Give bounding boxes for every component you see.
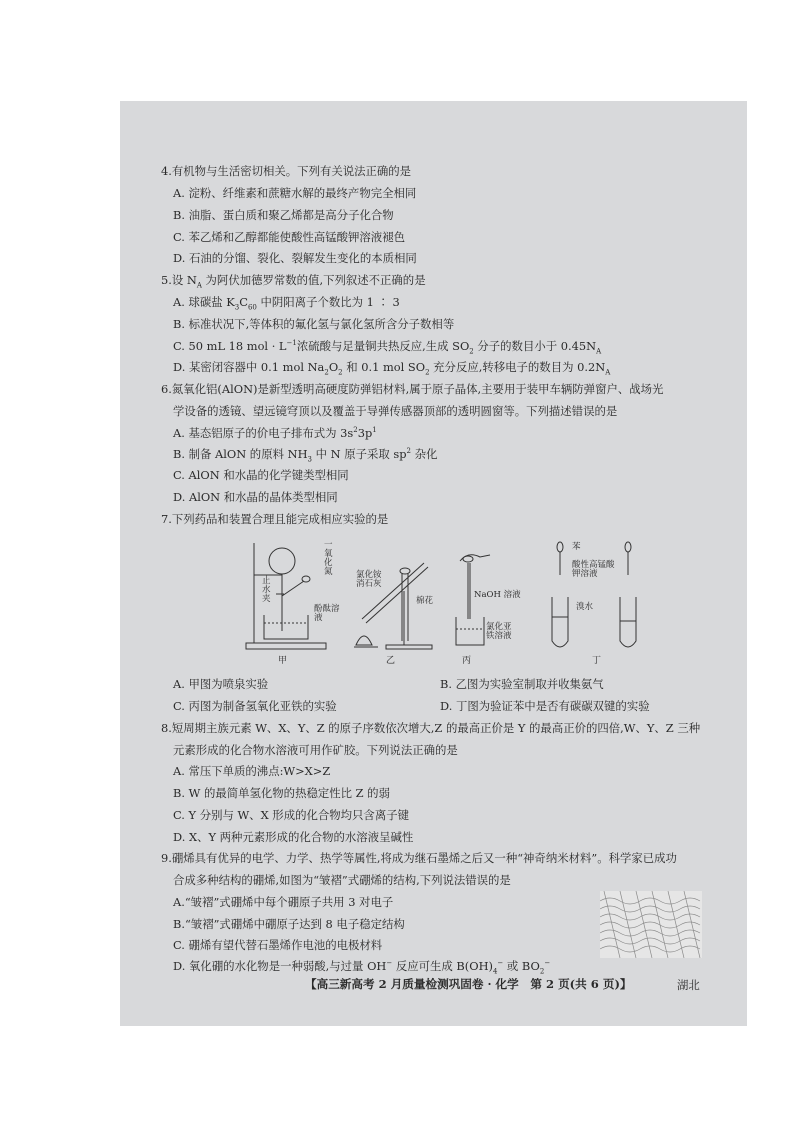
q6-stem-line2: 学设备的透镜、望远镜穹顶以及覆盖于导弹传感器顶部的透明圆窗等。下列描述错误的是 <box>173 404 618 418</box>
q6-option-a: A. 基态铝原子的价电子排布式为 $3s^23p^1$ <box>173 426 377 440</box>
q6-stem-line1: 6.氮氧化铝(AlON)是新型透明高硬度防弹铝材料,属于原子晶体,主要用于装甲车辆防弹窗户、战场光 <box>161 382 664 396</box>
q7-option-b: B. 乙图为实验室制取并收集氨气 <box>440 677 604 691</box>
q5-option-d: D. 某密闭容器中 0.1 mol $Na_2O_2$ 和 0.1 mol $SO_2$ 充分反应,转移电子的数目为 $0.2N_A$ <box>173 360 611 377</box>
fig-jia-clamp-label: 止水夹 <box>262 576 271 604</box>
fig-jia-solution-label: 酚酞溶液 <box>314 604 340 623</box>
figure-bing <box>450 541 540 666</box>
q4-option-d: D. 石油的分馏、裂化、裂解发生变化的本质相同 <box>173 251 417 265</box>
q4-option-a: A. 淀粉、纤维素和蔗糖水解的最终产物完全相同 <box>173 186 417 200</box>
figure-yi <box>352 541 448 666</box>
q9-option-d: D. 氧化硼的水化物是一种弱酸,与过量 OH− 反应可生成 $B(OH)_4^-$ 或 $BO_2^-$ <box>173 959 551 976</box>
q4-option-b: B. 油脂、蛋白质和聚乙烯都是高分子化合物 <box>173 208 394 222</box>
q4-stem: 4.有机物与生活密切相关。下列有关说法正确的是 <box>161 164 412 178</box>
fig-ding-kmno4-label: 酸性高锰酸钾溶液 <box>572 560 615 579</box>
q9-option-a: A.“皱褶”式硼烯中每个硼原子共用 3 对电子 <box>173 895 394 909</box>
figure-jia <box>242 540 352 666</box>
q6-option-d: D. AlON 和水晶的晶体类型相同 <box>173 490 338 504</box>
page-footer: 【高三新高考 2 月质量检测巩固卷 · 化学 第 2 页(共 6 页)】 <box>305 977 632 991</box>
q9-stem-line1: 9.硼烯具有优异的电学、力学、热学等属性,将成为继石墨烯之后又一种“神奇纳米材料”。科学家已成功 <box>161 851 677 865</box>
q8-option-d: D. X、Y 两种元素形成的化合物的水溶液呈碱性 <box>173 830 414 844</box>
q8-option-a: A. 常压下单质的沸点:W>X>Z <box>173 764 331 778</box>
q8-stem-line2: 元素形成的化合物水溶液可用作矿胶。下列说法正确的是 <box>173 743 458 757</box>
fig-yi-name: 乙 <box>386 656 396 666</box>
fig-jia-gas-label: 一氧化氮 <box>324 540 333 577</box>
figure-ding <box>544 541 654 666</box>
fig-ding-name: 丁 <box>592 656 602 666</box>
q5-option-c: C. 50 mL 18 mol · $L^{-1}$浓硫酸与足量铜共热反应,生成 $SO_2$ 分子的数目小于 $0.45N_A$ <box>173 339 602 356</box>
borophene-lattice-drawing <box>600 891 702 958</box>
borophene-structure-image <box>600 891 702 958</box>
fig-ding-bromine-label: 溴水 <box>576 602 594 612</box>
q4-option-c: C. 苯乙烯和乙醇都能使酸性高锰酸钾溶液褪色 <box>173 230 405 244</box>
fig-yi-reagent-label: 氯化铵消石灰 <box>356 570 382 589</box>
ferrous-hydroxide-apparatus-drawing <box>450 541 540 661</box>
q5-stem: 5.设 $N_A$ 为阿伏加德罗常数的值,下列叙述不正确的是 <box>161 273 426 290</box>
q7-option-d: D. 丁图为验证苯中是否有碳碳双键的实验 <box>440 699 650 713</box>
q5-option-a: A. 球碳盐 $K_3C_{60}$ 中阴阳离子个数比为 1 ∶ 3 <box>173 295 400 312</box>
q9-option-c: C. 硼烯有望代替石墨烯作电池的电极材料 <box>173 938 383 952</box>
q9-option-b: B.“皱褶”式硼烯中硼原子达到 8 电子稳定结构 <box>173 917 405 931</box>
fig-bing-naoh-label: NaOH 溶液 <box>474 590 521 600</box>
q7-stem: 7.下列药品和装置合理且能完成相应实验的是 <box>161 512 389 526</box>
fig-jia-name: 甲 <box>278 656 288 666</box>
q8-option-b: B. W 的最简单氢化物的热稳定性比 Z 的弱 <box>173 786 390 800</box>
q8-stem-line1: 8.短周期主族元素 W、X、Y、Z 的原子序数依次增大,Z 的最高正价是 Y 的最高正价的四倍,W、Y、Z 三种 <box>161 721 701 735</box>
ammonia-apparatus-drawing <box>352 541 448 661</box>
q7-option-a: A. 甲图为喷泉实验 <box>173 677 269 691</box>
q5-option-b: B. 标准状况下,等体积的氟化氢与氯化氢所含分子数相等 <box>173 317 455 331</box>
q7-option-c: C. 丙图为制备氢氧化亚铁的实验 <box>173 699 337 713</box>
fig-ding-benzene-label: 苯 <box>572 542 581 552</box>
fig-yi-cotton-label: 棉花 <box>416 596 434 606</box>
q8-option-c: C. Y 分别与 W、X 形成的化合物均只含离子键 <box>173 808 410 822</box>
region-label: 湖北 <box>677 978 700 992</box>
benzene-test-drawing <box>544 541 654 661</box>
fig-bing-name: 丙 <box>462 656 472 666</box>
q6-option-c: C. AlON 和水晶的化学键类型相同 <box>173 468 349 482</box>
exam-page <box>120 101 747 1026</box>
q6-option-b: B. 制备 AlON 的原料 $NH_3$ 中 N 原子采取 $sp^2$ 杂化 <box>173 447 438 464</box>
fig-bing-fecl2-label: 氯化亚铁溶液 <box>486 622 512 641</box>
q9-stem-line2: 合成多种结构的硼烯,如图为“皱褶”式硼烯的结构,下列说法错误的是 <box>173 873 511 887</box>
